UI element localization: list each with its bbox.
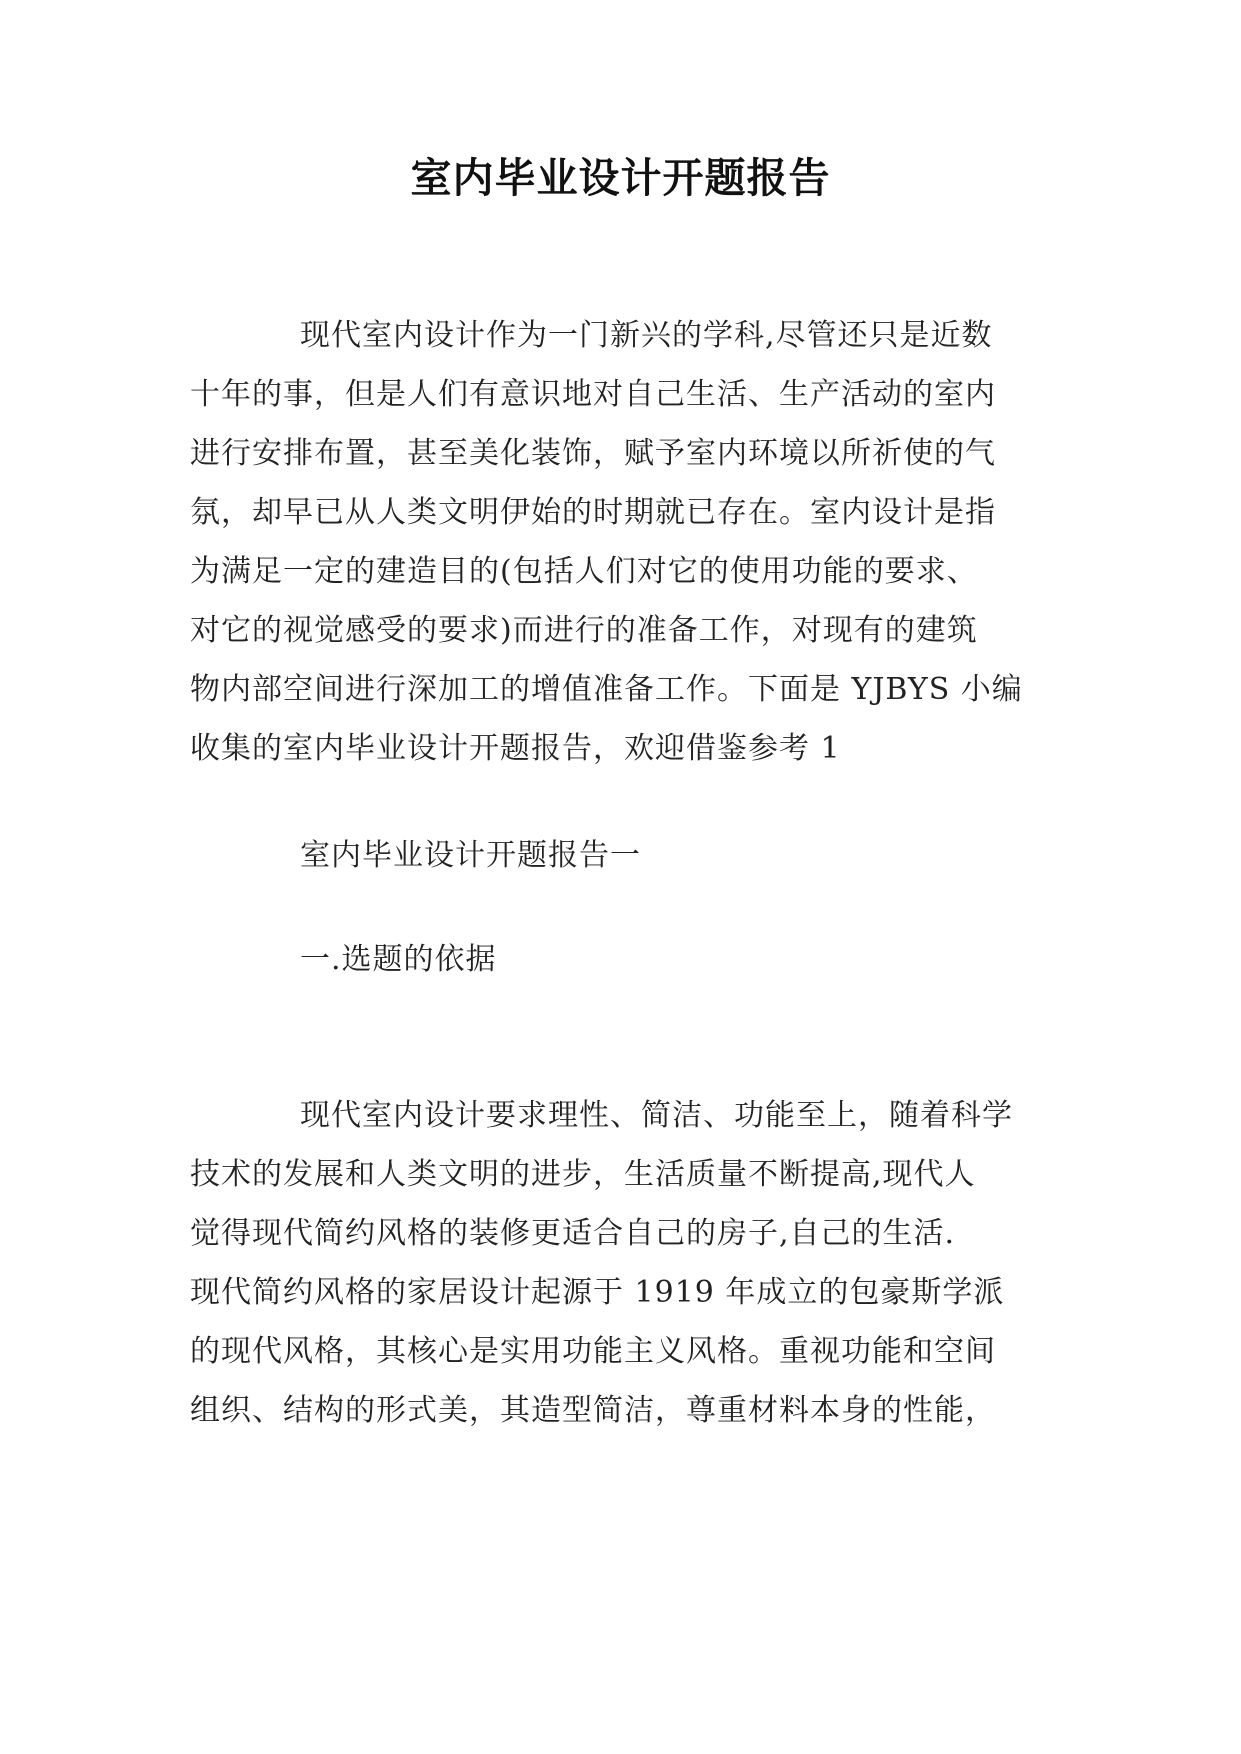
intro-line: 物内部空间进行深加工的增值准备工作。下面是 YJBYS 小编 bbox=[190, 672, 1023, 707]
body-line: 现代室内设计要求理性、简洁、功能至上，随着科学 bbox=[300, 1098, 1013, 1133]
intro-line: 为满足一定的建造目的(包括人们对它的使用功能的要求、 bbox=[190, 554, 978, 589]
intro-line: 氛，却早已从人类文明伊始的时期就已存在。室内设计是指 bbox=[190, 495, 996, 530]
body-paragraph bbox=[190, 1086, 1050, 1440]
subsection-heading: 一.选题的依据 bbox=[300, 942, 497, 977]
body-line: 现代简约风格的家居设计起源于 1919 年成立的包豪斯学派 bbox=[190, 1275, 1005, 1310]
intro-line: 收集的室内毕业设计开题报告，欢迎借鉴参考 1 bbox=[190, 731, 841, 766]
intro-paragraph bbox=[190, 306, 1050, 778]
intro-line: 进行安排布置，甚至美化装饰，赋予室内环境以所祈使的气 bbox=[190, 436, 996, 471]
body-line: 觉得现代简约风格的装修更适合自己的房子,自己的生活. bbox=[190, 1216, 956, 1251]
intro-line: 对它的视觉感受的要求)而进行的准备工作，对现有的建筑 bbox=[190, 613, 978, 648]
body-line: 技术的发展和人类文明的进步，生活质量不断提高,现代人 bbox=[190, 1157, 976, 1192]
intro-line: 现代室内设计作为一门新兴的学科,尽管还只是近数 bbox=[300, 318, 993, 353]
intro-line: 十年的事，但是人们有意识地对自己生活、生产活动的室内 bbox=[190, 377, 996, 412]
body-line: 组织、结构的形式美，其造型简洁，尊重材料本身的性能， bbox=[190, 1393, 996, 1428]
document-title: 室内毕业设计开题报告 bbox=[410, 154, 831, 202]
section-heading: 室内毕业设计开题报告一 bbox=[300, 838, 641, 873]
body-line: 的现代风格，其核心是实用功能主义风格。重视功能和空间 bbox=[190, 1334, 996, 1369]
